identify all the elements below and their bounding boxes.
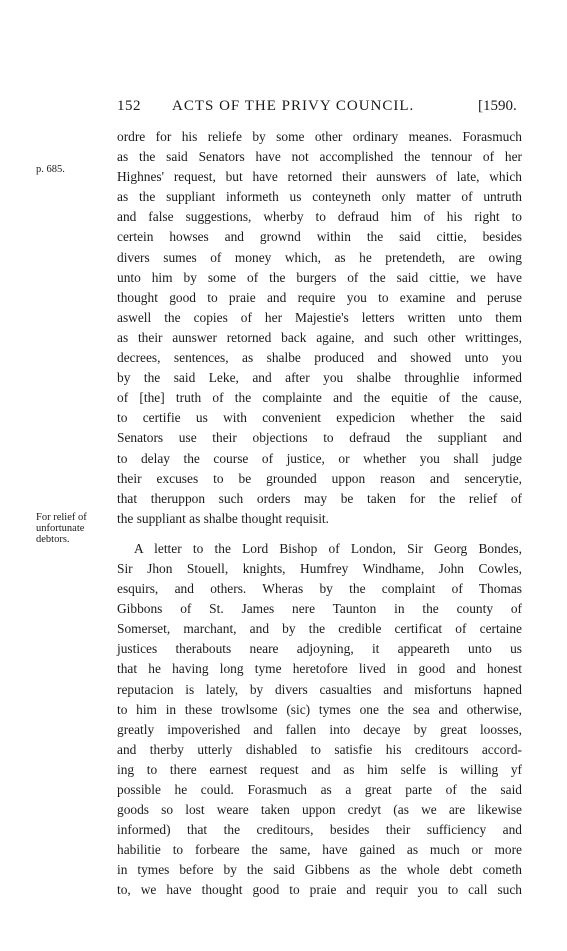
text-line: as the said Senators have not accomplished the tennour of her — [117, 149, 522, 165]
text-line: and therby utterly dishabled to satisfie his creditours accord- — [117, 741, 522, 757]
text-line: unto him by some of the burgers of the said cittie, we have — [117, 269, 522, 285]
paragraph — [117, 127, 522, 529]
text-line: ing to there earnest request and as him selfe is willing yf — [117, 761, 522, 777]
text-line: by the said Leke, and after you shalbe throughlie informed — [117, 370, 522, 386]
text-line: informed) that the creditours, besides their sufficiency and — [117, 822, 522, 838]
text-line: Sir Jhon Stouell, knights, Humfrey Windhame, John Cowles, — [117, 560, 522, 576]
text-line: Gibbons of St. James nere Taunton in the county of — [117, 601, 522, 617]
text-line: and false suggestions, wherby to defraud him of his right to — [117, 209, 522, 225]
text-line: as the suppliant informeth us conteyneth only matter of untruth — [117, 189, 522, 205]
running-title: ACTS OF THE PRIVY COUNCIL. — [172, 98, 415, 114]
margin-note-page-ref: p. 685. — [36, 164, 65, 175]
text-line: aswell the copies of her Majestie's letters written unto them — [117, 309, 522, 325]
text-line: to him in these trowlsome (sic) tymes one the sea and otherwise, — [117, 701, 522, 717]
text-line: divers sumes of money which, as he pretendeth, are owing — [117, 249, 522, 265]
text-line: ordre for his reliefe by some other ordinary meanes. Forasmuch — [117, 129, 522, 144]
text-line: reputacion is lately, by divers casualties and misfortuns hapned — [117, 681, 522, 697]
text-line: their excuses to be grounded uppon reason and sencerytie, — [117, 470, 522, 486]
text-line: to certifie us with convenient expedicion whether the said — [117, 410, 522, 426]
text-line: Highnes' request, but have retorned their aunswers of late, which — [117, 169, 522, 185]
text-line: that he having long tyme heretofore lived in good and honest — [117, 661, 522, 677]
text-line: A letter to the Lord Bishop of London, Sir Georg Bondes, — [134, 540, 522, 556]
text-line: greatly impoverished and fallen into decaye by great loosses, — [117, 721, 522, 737]
text-line: of [the] truth of the complainte and the equitie of the cause, — [117, 390, 522, 406]
text-line: to delay the course of justice, or whether you shall judge — [117, 450, 522, 466]
text-line: possible he could. Forasmuch as a great parte of the said — [117, 782, 522, 797]
year-marker: [1590. — [478, 98, 517, 114]
margin-note-relief-debtors: For relief of unfortunate debtors. — [36, 512, 87, 545]
paragraph-gap — [117, 529, 522, 539]
text-line: as their aunswer retorned back againe, and such other writtinges, — [117, 329, 522, 345]
text-line: the suppliant as shalbe thought requisit. — [117, 510, 329, 526]
body-text — [117, 127, 522, 901]
text-line: Somerset, marchant, and by the credible certificat of certaine — [117, 621, 522, 637]
text-line: in tymes before by the said Gibbens as the whole debt cometh — [117, 862, 522, 878]
text-line: decrees, sentences, as shalbe produced and showed unto you — [117, 350, 522, 366]
text-line: esquirs, and others. Wheras by the complaint of Thomas — [117, 581, 522, 597]
text-line: goods so lost weare taken uppon credyt (as we are likewise — [117, 802, 522, 818]
paragraph — [117, 539, 522, 901]
text-line: habilitie to forbeare the same, have gained as much or more — [117, 842, 522, 858]
text-line: Senators use their objections to defraud the suppliant and — [117, 430, 522, 446]
text-line: justices therabouts neare adjoyning, it appeareth unto us — [117, 641, 522, 657]
text-line: that theruppon such orders may be taken for the relief of — [117, 490, 522, 506]
text-line: certein howses and grownd within the said cittie, besides — [117, 229, 522, 245]
text-line: to, we have thought good to praie and requir you to call such — [117, 882, 522, 898]
page-number: 152 — [117, 98, 141, 114]
text-line: thought good to praie and require you to examine and peruse — [117, 289, 522, 305]
running-header — [0, 98, 567, 122]
